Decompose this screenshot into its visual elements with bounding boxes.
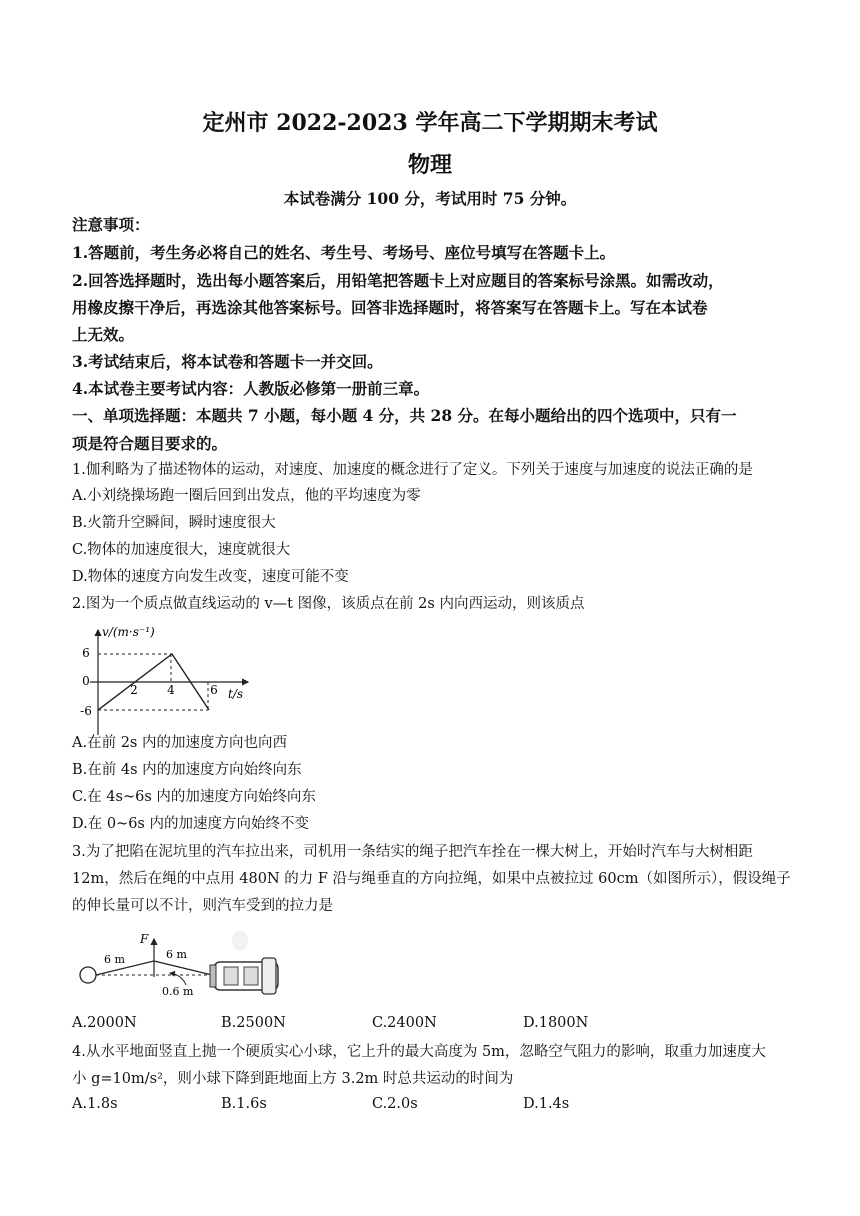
notice-item: 用橡皮擦干净后，再选涂其他答案标号。回答非选择题时，将答案写在答题卡上。写在本试卷 [72,298,708,317]
notice-item: 2.回答选择题时，选出每小题答案后，用铅笔把答题卡上对应题目的答案标号涂黑。如需改动， [72,271,724,290]
q1-option-c: C.物体的加速度很大，速度就很大 [72,542,291,558]
subject-title: 物理 [407,152,452,178]
car-icon [210,931,278,994]
xtick-2: 2 [130,683,138,697]
notice-heading: 注意事项： [72,215,150,234]
vt-graph [78,620,268,745]
exam-title: 定州市 2022-2023 学年高二下学期期末考试 [202,110,658,136]
q1-option-d: D.物体的速度方向发生改变，速度可能不变 [72,569,349,585]
q3-option-a: A.2000N [72,1015,137,1031]
force-label: F [140,932,149,946]
notice-item: 上无效。 [72,325,135,344]
ytick-neg6: -6 [80,704,92,718]
xtick-4: 4 [167,683,175,697]
xtick-6: 6 [210,683,218,697]
question-2-stem: 2.图为一个质点做直线运动的 v—t 图像，该质点在前 2s 内向西运动，则该质点 [72,596,585,612]
exam-note: 本试卷满分 100 分，考试用时 75 分钟。 [283,189,577,208]
offset-label: 0.6 m [162,985,194,998]
q2-option-c: C.在 4s~6s 内的加速度方向始终向东 [72,789,316,805]
ytick-0: 0 [82,674,90,688]
tree-icon [80,967,96,983]
notice-item: 4.本试卷主要考试内容：人教版必修第一册前三章。 [72,379,430,398]
q1-option-a: A.小刘绕操场跑一圈后回到出发点，他的平均速度为零 [72,488,421,504]
notice-item: 1.答题前，考生务必将自己的姓名、考生号、考场号、座位号填写在答题卡上。 [72,243,616,262]
section-heading: 一、单项选择题：本题共 7 小题，每小题 4 分，共 28 分。在每小题给出的四个选项中，只有一 [72,406,737,425]
section-heading-cont: 项是符合题目要求的。 [72,434,228,453]
question-4-line: 4.从水平地面竖直上抛一个硬质实心小球，它上升的最大高度为 5m，忽略空气阻力的影响，取重力加速度大 [72,1044,766,1060]
q4-option-a: A.1.8s [72,1096,118,1112]
question-3-line: 的伸长量可以不计，则汽车受到的拉力是 [72,898,333,914]
q2-option-d: D.在 0~6s 内的加速度方向始终不变 [72,816,309,832]
question-3-line: 3.为了把陷在泥坑里的汽车拉出来，司机用一条结实的绳子把汽车拴在一棵大树上，开始时汽车与大树相距 [72,844,753,860]
q4-option-d: D.1.4s [523,1096,570,1112]
q1-option-b: B.火箭升空瞬间，瞬时速度很大 [72,515,276,531]
ytick-6: 6 [82,646,90,660]
rope-right [154,961,212,975]
q3-option-c: C.2400N [372,1015,437,1031]
question-4-line: 小 g=10m/s²，则小球下降到距地面上方 3.2m 时总共运动的时间为 [72,1071,514,1087]
left-length-label: 6 m [104,953,125,966]
rope-figure [74,925,294,1000]
question-3-line: 12m，然后在绳的中点用 480N 的力 F 沿与绳垂直的方向拉绳，如果中点被拉过 60cm（如图所示），假设绳子 [72,871,791,887]
question-1-stem: 1.伽利略为了描述物体的运动，对速度、加速度的概念进行了定义。下列关于速度与加速度的说法正确的是 [72,462,753,478]
pull-arc [170,973,186,985]
notice-item: 3.考试结束后，将本试卷和答题卡一并交回。 [72,352,383,371]
t-axis-label: t/s [228,687,244,701]
q4-option-b: B.1.6s [221,1096,267,1112]
q3-option-b: B.2500N [221,1015,286,1031]
v-axis-label: v/(m·s⁻¹) [102,625,155,639]
q2-option-a: A.在前 2s 内的加速度方向也向西 [72,735,287,751]
q3-option-d: D.1800N [523,1015,589,1031]
right-length-label: 6 m [166,948,187,961]
q2-option-b: B.在前 4s 内的加速度方向始终向东 [72,762,302,778]
q4-option-c: C.2.0s [372,1096,418,1112]
